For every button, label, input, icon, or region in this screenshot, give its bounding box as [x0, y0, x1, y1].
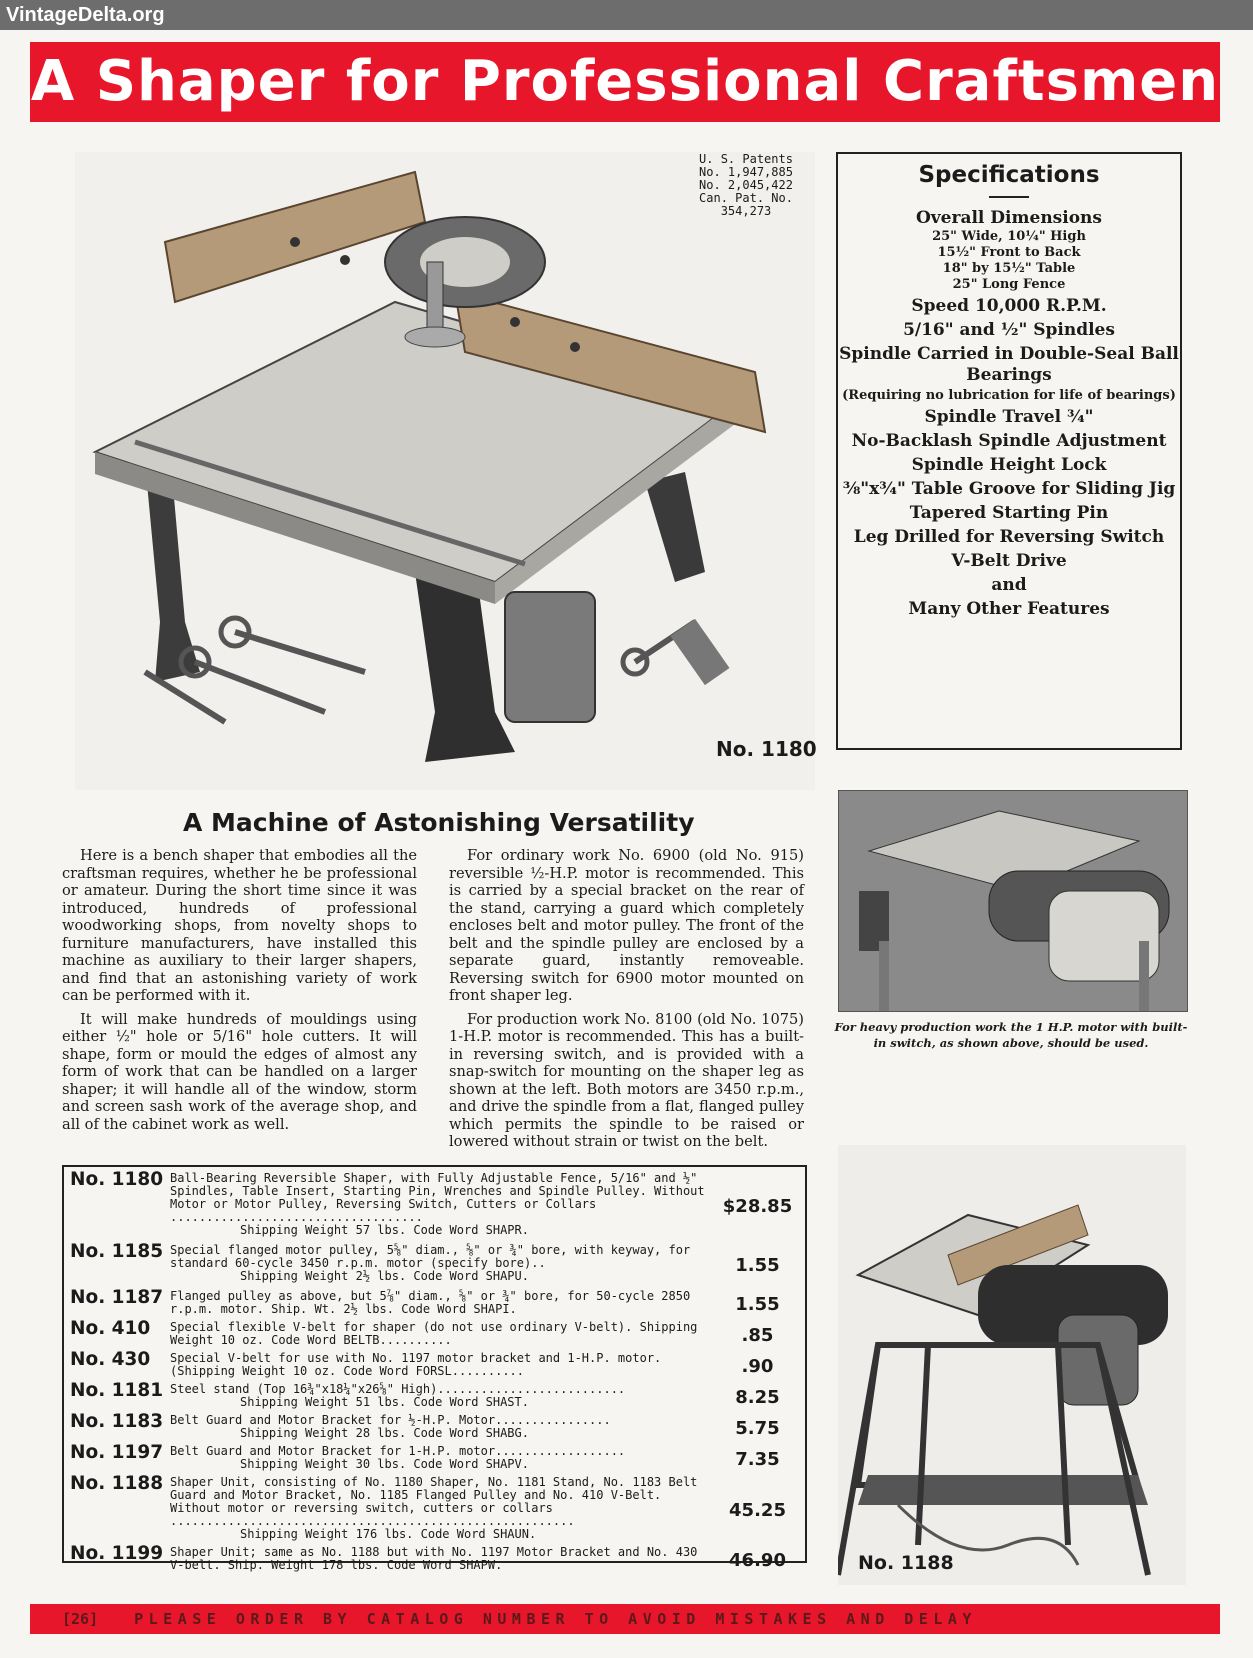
- catalog-number: No. 1187: [70, 1287, 164, 1308]
- spec-height-lock: Spindle Height Lock: [911, 455, 1107, 475]
- spec-speed: Speed 10,000 R.P.M.: [911, 296, 1107, 316]
- page-banner-title: A Shaper for Professional Craftsmen: [30, 42, 1220, 122]
- item-price: 5.75: [735, 1418, 780, 1439]
- catalog-number: No. 410: [70, 1318, 151, 1339]
- item-price: 7.35: [735, 1449, 780, 1470]
- spec-dimension-line: 18" by 15½" Table: [942, 261, 1076, 276]
- shipping-info: Shipping Weight 57 lbs. Code Word SHAPR.: [240, 1223, 529, 1237]
- body-column-left: [62, 847, 417, 1139]
- body-paragraph: For production work No. 8100 (old No. 1075) 1-H.P. motor is recommended. This has a built-in reversing switch, and is provided with a snap-switch for mounting on the shaper leg as shown at the left. Both motors are 3450 r.p.m., and drive the spindle from a flat, flanged pulley which permits the spindle to be raised or lowered without strain or twist on the belt.: [449, 1010, 804, 1150]
- item-description: Special flexible V-belt for shaper (do not use ordinary V-belt). Shipping Weight 10 oz. Code Word BELTB..........: [170, 1320, 698, 1347]
- price-row: [64, 1380, 805, 1409]
- section-headline: A Machine of Astonishing Versatility: [183, 808, 695, 837]
- price-row: [64, 1543, 805, 1572]
- shipping-info: Shipping Weight 51 lbs. Code Word SHAST.: [240, 1395, 529, 1409]
- specifications-box: [836, 152, 1182, 750]
- item-description: Belt Guard and Motor Bracket for ½-H.P. Motor................ Shipping Weight 28 lbs. Code Word SHABG.: [170, 1411, 710, 1440]
- patent-line: Can. Pat. No.: [699, 191, 793, 205]
- catalog-number: No. 1185: [70, 1241, 164, 1262]
- spec-overall-dimensions: [838, 208, 1180, 293]
- item-price: 1.55: [735, 1254, 780, 1276]
- price-row: [64, 1411, 805, 1440]
- item-description: Special flanged motor pulley, 5⅝" diam., ⅝" or ¾" bore, with keyway, for standard 60-cycle 3450 r.p.m. motor (specify bore).. Shipping Weight 2½ lbs. Code Word SHAPU.: [170, 1241, 710, 1283]
- catalog-number: No. 1183: [70, 1411, 164, 1432]
- spec-vbelt-drive: V-Belt Drive: [951, 551, 1067, 571]
- item-price: 1.55: [735, 1294, 780, 1315]
- price-row: [64, 1318, 805, 1347]
- item-description: Special V-belt for use with No. 1197 motor bracket and 1-H.P. motor. (Shipping Weight 10 oz. Code Word FORSL..........: [170, 1351, 662, 1378]
- shaper-unit-caption: No. 1188: [858, 1552, 954, 1574]
- price-row: [64, 1442, 805, 1471]
- spec-dimension-line: 25" Wide, 10¼" High: [932, 229, 1086, 244]
- item-price: 45.25: [729, 1499, 786, 1521]
- patent-numbers: [690, 153, 802, 218]
- footer-notice-bar: [30, 1604, 1220, 1634]
- spec-spindles: 5/16" and ½" Spindles: [903, 320, 1115, 340]
- catalog-number: No. 430: [70, 1349, 151, 1370]
- catalog-number: No. 1197: [70, 1442, 164, 1463]
- specifications-divider: [989, 196, 1029, 198]
- patent-line: 354,273: [720, 204, 772, 218]
- spec-table-groove: ⅜"x¾" Table Groove for Sliding Jig: [842, 479, 1176, 499]
- shipping-info: Shipping Weight 176 lbs. Code Word SHAUN.: [240, 1527, 537, 1541]
- price-row: [64, 1473, 805, 1541]
- specifications-title: Specifications: [918, 162, 1100, 188]
- catalog-number: No. 1188: [70, 1473, 164, 1494]
- body-paragraph: Here is a bench shaper that embodies all the craftsman requires, whether he be professional or amateur. During the short time since it was introduced, hundreds of professional woodworking shops, from novelty shops to furniture manufacturers, have installed this machine as auxiliary to their larger shapers, and find that an astonishing variety of work can be performed with it.: [62, 847, 417, 1004]
- spec-overall-title: Overall Dimensions: [916, 208, 1102, 228]
- shipping-info: Shipping Weight 28 lbs. Code Word SHABG.: [240, 1426, 529, 1440]
- item-description: Flanged pulley as above, but 5⅞" diam., ⅝" or ¾" bore, for 50-cycle 2850 r.p.m. motor. Ship. Wt. 2½ lbs. Code Word SHAPI.: [170, 1289, 691, 1316]
- item-price: $28.85: [722, 1195, 793, 1217]
- body-paragraph: For ordinary work No. 6900 (old No. 915) reversible ½-H.P. motor is recommended. This is carried by a special bracket on the rear of the stand, carrying a guard which completely encloses belt and motor pulley. The front of the belt and the spindle pulley are enclosed by a separate guard, instantly removeable. Reversing switch for 6900 motor mounted on front shaper leg.: [449, 847, 804, 1004]
- patent-line: No. 2,045,422: [699, 178, 793, 192]
- item-description: Steel stand (Top 16¾"x18¼"x26⅝" High).......................... Shipping Weight 51 lbs. Code Word SHAST.: [170, 1380, 710, 1409]
- item-price: 8.25: [735, 1387, 780, 1408]
- spec-and: and: [991, 575, 1027, 595]
- price-row: [64, 1287, 805, 1316]
- patent-line: U. S. Patents: [699, 152, 793, 166]
- price-row: [64, 1241, 805, 1283]
- body-column-right: [449, 847, 804, 1157]
- motor-photo-caption: For heavy production work the 1 H.P. motor with built-in switch, as shown above, should be used.: [834, 1020, 1188, 1050]
- motor-photo: [838, 790, 1188, 1012]
- body-paragraph: It will make hundreds of mouldings using either ½" hole or 5/16" hole cutters. It will shape, form or mould the edges of almost any form of work that can be handled on a larger shaper; it will handle all of the window, storm and screen sash work of the average shop, and all of the cabinet work as well.: [62, 1010, 417, 1133]
- shipping-info: Shipping Weight 30 lbs. Code Word SHAPV.: [240, 1457, 529, 1471]
- spec-other-features: Many Other Features: [908, 599, 1110, 619]
- item-price: .85: [741, 1325, 774, 1346]
- price-row: [64, 1169, 805, 1237]
- spec-bearings: [838, 344, 1180, 404]
- catalog-number: No. 1199: [70, 1543, 164, 1564]
- page-number: [26]: [62, 1610, 99, 1628]
- shaper-unit-1188-photo: [838, 1145, 1186, 1585]
- spec-bearings-note: (Requiring no lubrication for life of bearings): [842, 388, 1176, 403]
- site-watermark: VintageDelta.org: [0, 0, 1253, 30]
- price-row: [64, 1349, 805, 1378]
- spec-leg-drilled: Leg Drilled for Reversing Switch: [853, 527, 1165, 547]
- catalog-number: No. 1180: [70, 1169, 164, 1190]
- spec-travel: Spindle Travel ¾": [924, 407, 1094, 427]
- catalog-number: No. 1181: [70, 1380, 164, 1401]
- spec-backlash: No-Backlash Spindle Adjustment: [851, 431, 1167, 451]
- item-price: 46.90: [729, 1550, 786, 1571]
- spec-starting-pin: Tapered Starting Pin: [909, 503, 1109, 523]
- spec-bearings-text: Spindle Carried in Double-Seal Ball Bearings: [839, 344, 1179, 385]
- spec-dimension-line: 25" Long Fence: [952, 277, 1066, 292]
- price-list-table: [62, 1165, 807, 1572]
- shaper-1180-photo: [75, 152, 815, 790]
- item-description: Shaper Unit; same as No. 1188 but with No. 1197 Motor Bracket and No. 430 V-belt. Ship. Weight 178 lbs. Code Word SHAPW.: [170, 1545, 698, 1572]
- patent-line: No. 1,947,885: [699, 165, 793, 179]
- item-description: Shaper Unit, consisting of No. 1180 Shaper, No. 1181 Stand, No. 1183 Belt Guard and Motor Bracket, No. 1185 Flanged Pulley and No. 410 V-Belt. Without motor or reversing switch, cutters or collars ........................................................ Shipping Weight 176 lbs. Code Word SHAUN.: [170, 1473, 710, 1541]
- shaper-photo-caption: No. 1180: [716, 737, 817, 761]
- shipping-info: Shipping Weight 2½ lbs. Code Word SHAPU.: [240, 1269, 529, 1283]
- item-description: Belt Guard and Motor Bracket for 1-H.P. motor.................. Shipping Weight 30 lbs. Code Word SHAPV.: [170, 1442, 710, 1471]
- item-price: .90: [741, 1356, 774, 1377]
- footer-notice: PLEASE ORDER BY CATALOG NUMBER TO AVOID MISTAKES AND DELAY: [134, 1610, 977, 1628]
- spec-dimension-line: 15½" Front to Back: [937, 245, 1081, 260]
- item-description: Ball-Bearing Reversible Shaper, with Fully Adjustable Fence, 5/16" and ½" Spindles, Table Insert, Starting Pin, Wrenches and Spindle Pulley. Without Motor or Motor Pulley, Reversing Switch, Cutters or Collars ................................... Shipping Weight 57 lbs. Code Word SHAPR.: [170, 1169, 710, 1237]
